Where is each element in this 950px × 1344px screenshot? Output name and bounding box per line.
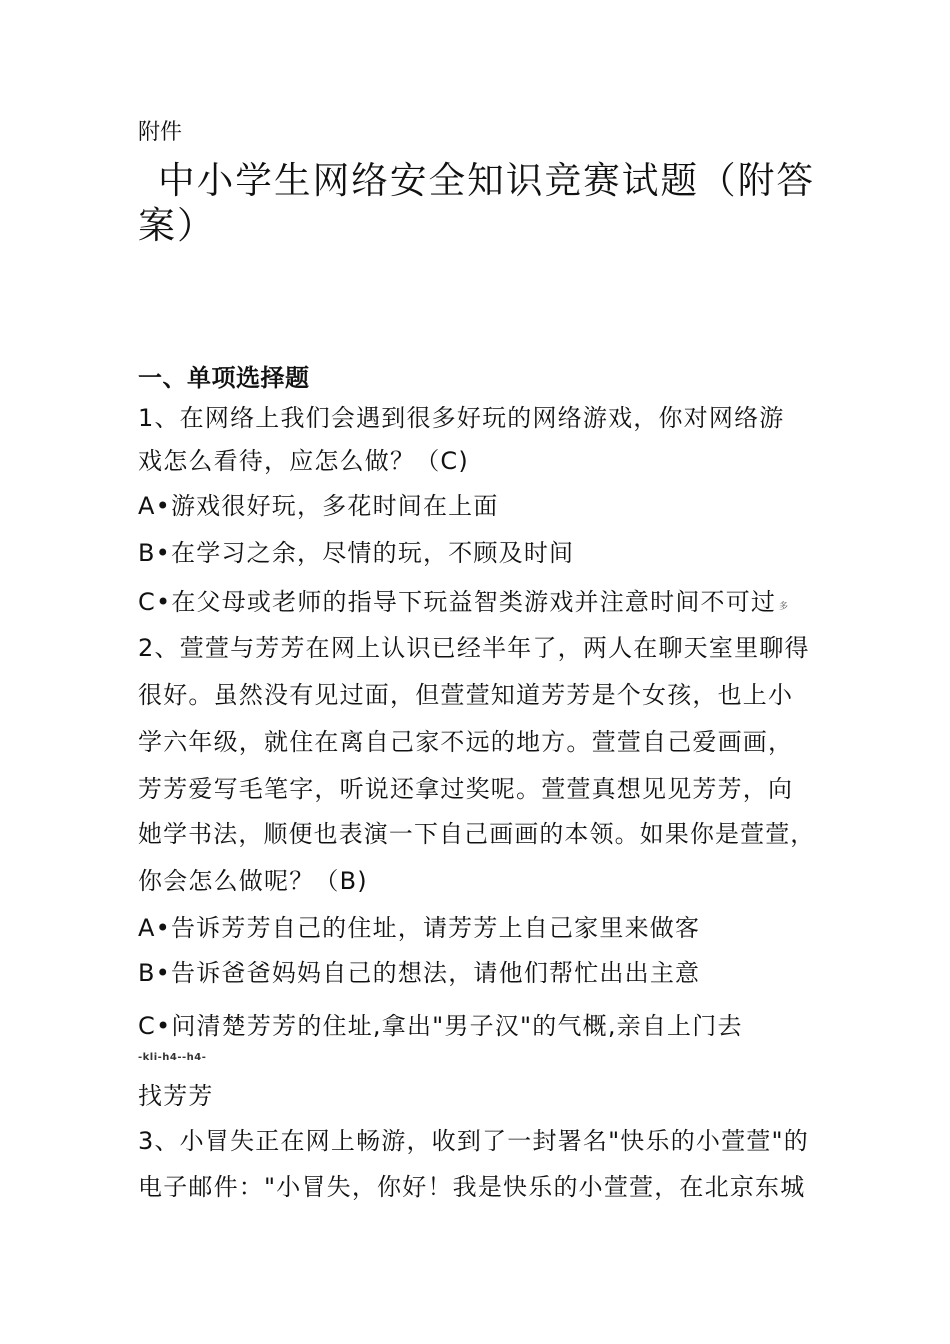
- question-1-option-b: B•在学习之余，尽情的玩，不顾及时间: [138, 539, 575, 567]
- question-1-line-1: 1、在网络上我们会遇到很多好玩的网络游戏，你对网络游: [138, 404, 785, 432]
- question-3-line-1: 3、小冒失正在网上畅游，收到了一封署名"快乐的小萱萱"的: [138, 1127, 809, 1155]
- question-1-option-a: A•游戏很好玩，多花时间在上面: [138, 492, 499, 520]
- document-title-line-2: 案）: [138, 204, 216, 247]
- document-title-line-1: 中小学生网络安全知识竞赛试题（附答: [158, 159, 815, 202]
- question-1-line-2: 戏怎么看待，应怎么做？（C): [138, 447, 469, 475]
- question-2-line-5: 她学书法，顺便也表演一下自己画画的本领。如果你是萱萱，: [138, 820, 816, 848]
- question-1-option-c: C•在父母或老师的指导下玩益智类游戏并注意时间不可过: [138, 588, 777, 616]
- question-3-line-2: 电子邮件："小冒失，你好！我是快乐的小萱萱，在北京东城: [138, 1173, 806, 1201]
- text-artifact: -kli-h4--h4-: [138, 1052, 207, 1063]
- question-2-line-6: 你会怎么做呢？（B): [138, 867, 368, 895]
- question-2-line-4: 芳芳爱写毛笔字，听说还拿过奖呢。萱萱真想见见芳芳，向: [138, 775, 794, 803]
- question-1-trailing-mark: 多: [779, 602, 789, 612]
- question-2-option-c: C•问清楚芳芳的住址,拿出"男子汉"的气概,亲自上门去: [138, 1012, 743, 1040]
- question-2-line-1: 2、萱萱与芳芳在网上认识已经半年了，两人在聊天室里聊得: [138, 634, 810, 662]
- question-2-line-3: 学六年级，就住在离自己家不远的地方。萱萱自己爱画画，: [138, 728, 794, 756]
- question-2-line-2: 很好。虽然没有见过面，但萱萱知道芳芳是个女孩，也上小: [138, 681, 794, 709]
- attachment-label: 附件: [138, 120, 183, 145]
- question-2-option-b: B•告诉爸爸妈妈自己的想法，请他们帮忙出出主意: [138, 959, 701, 987]
- section-heading: 一、单项选择题: [138, 364, 310, 392]
- question-2-continuation: 找芳芳: [138, 1082, 214, 1110]
- question-2-option-a: A•告诉芳芳自己的住址，请芳芳上自己家里来做客: [138, 914, 701, 942]
